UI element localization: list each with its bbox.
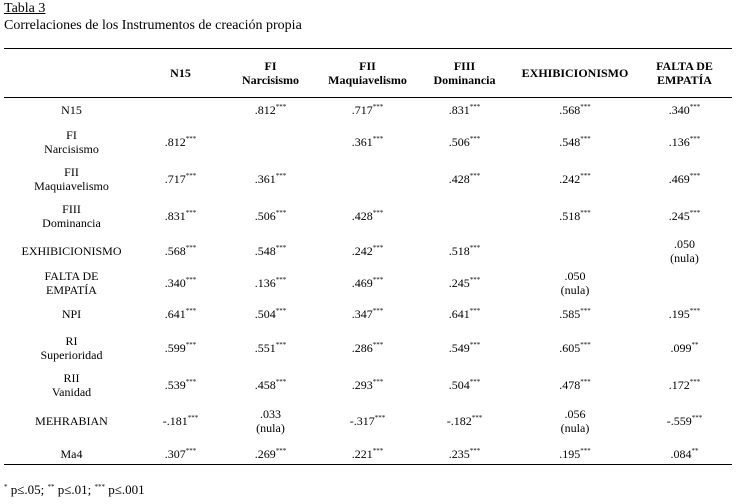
correlation-cell <box>513 267 637 299</box>
correlation-cell <box>637 403 732 439</box>
row-label <box>4 197 139 234</box>
significance-marker: *** <box>275 446 287 455</box>
correlation-value: .361 <box>254 171 276 186</box>
correlation-value: .506 <box>254 208 276 223</box>
correlation-cell <box>222 367 319 403</box>
significance-marker: *** <box>469 103 481 111</box>
significance-marker: *** <box>580 134 591 143</box>
correlation-value: .605 <box>559 341 581 355</box>
correlation-cell <box>513 160 637 197</box>
correlation-value: .428 <box>351 208 373 223</box>
correlation-value: .136 <box>254 276 276 290</box>
correlation-cell <box>416 439 513 468</box>
correlation-cell <box>139 123 222 160</box>
significance-marker: *** <box>372 446 384 455</box>
correlation-value: .195 <box>559 446 581 461</box>
correlation-cell <box>139 439 222 468</box>
null-note: (nula) <box>670 250 699 265</box>
row-label <box>4 367 139 403</box>
correlation-value: .518 <box>448 243 470 258</box>
correlation-cell <box>222 267 319 299</box>
correlation-cell <box>222 197 319 234</box>
significance-marker: *** <box>275 171 287 180</box>
table-row <box>4 97 732 123</box>
correlation-value: .033 <box>260 407 281 421</box>
significance-marker: *** <box>580 446 591 455</box>
correlation-value: .050 <box>674 236 695 251</box>
correlation-value: -.181 <box>162 414 188 428</box>
significance-marker: *** <box>185 276 197 284</box>
significance-marker: *** <box>580 307 591 315</box>
row-label <box>4 439 139 468</box>
column-header-line1: EXHIBICIONISMO <box>521 66 629 80</box>
row-label-line1: NPI <box>61 307 82 321</box>
header-row <box>4 49 732 97</box>
correlation-cell <box>319 234 416 267</box>
significance-marker: *** <box>469 134 481 143</box>
table-row <box>4 329 732 367</box>
correlation-cell <box>139 299 222 329</box>
corner-cell <box>4 49 139 97</box>
correlation-value: .478 <box>559 378 581 392</box>
correlation-cell <box>139 160 222 197</box>
correlation-cell <box>416 299 513 329</box>
correlation-value: -.182 <box>446 414 472 428</box>
row-label <box>4 160 139 197</box>
correlation-cell <box>416 197 513 234</box>
correlation-table <box>4 49 732 468</box>
significance-marker: *** <box>185 378 197 386</box>
correlation-value: -.317 <box>349 414 375 428</box>
significance-marker: *** <box>275 341 287 349</box>
correlation-cell <box>513 234 637 267</box>
correlation-cell <box>416 329 513 367</box>
column-header-line2: Dominancia <box>433 73 496 87</box>
significance-marker: *** <box>469 307 481 315</box>
correlation-value: .548 <box>559 134 581 149</box>
correlation-cell <box>139 267 222 299</box>
column-header <box>139 49 222 97</box>
correlation-value: .286 <box>351 341 373 355</box>
correlation-cell <box>637 329 732 367</box>
row-label <box>4 97 139 123</box>
significance-marker: *** <box>471 414 483 422</box>
correlation-cell <box>416 234 513 267</box>
column-header <box>513 49 637 97</box>
significance-marker: *** <box>185 341 197 349</box>
correlation-cell <box>513 439 637 468</box>
correlation-value: .504 <box>254 307 276 321</box>
correlation-value: .568 <box>164 243 186 258</box>
correlation-cell <box>222 403 319 439</box>
correlation-value: .050 <box>564 269 586 283</box>
significance-marker: *** <box>691 414 703 422</box>
correlation-cell <box>319 267 416 299</box>
significance-marker: *** <box>275 378 287 386</box>
significance-marker: *** <box>185 243 197 252</box>
correlation-value: .340 <box>668 103 690 117</box>
correlation-cell <box>139 403 222 439</box>
correlation-cell <box>637 267 732 299</box>
significance-marker: *** <box>372 378 384 386</box>
correlation-cell <box>637 439 732 468</box>
significance-marker: *** <box>689 134 701 143</box>
significance-marker: *** <box>580 341 591 349</box>
row-label-line1: FI <box>66 127 77 142</box>
table-row <box>4 439 732 468</box>
row-label <box>4 299 139 329</box>
correlation-value: .195 <box>668 307 690 321</box>
correlation-value: -.559 <box>666 414 692 428</box>
footnote-symbol: * <box>4 483 8 491</box>
correlation-cell <box>637 299 732 329</box>
correlation-value: .585 <box>559 307 581 321</box>
correlation-cell <box>139 97 222 123</box>
null-note: (nula) <box>560 283 590 297</box>
correlation-value: .518 <box>559 208 581 223</box>
correlation-value: .340 <box>164 276 186 290</box>
significance-marker: *** <box>372 341 384 349</box>
row-label-line1: RI <box>65 334 78 348</box>
correlation-cell <box>319 367 416 403</box>
correlation-value: .347 <box>351 307 373 321</box>
correlation-value: .221 <box>351 446 373 461</box>
correlation-value: .361 <box>351 134 373 149</box>
column-header-line1: FI <box>264 59 277 73</box>
correlation-value: .599 <box>164 341 186 355</box>
correlation-value: .548 <box>254 243 276 258</box>
significance-marker: *** <box>185 171 197 180</box>
table-caption <box>4 0 302 34</box>
correlation-cell <box>416 123 513 160</box>
correlation-cell <box>513 123 637 160</box>
significance-marker: *** <box>275 307 287 315</box>
row-label-line1: FII <box>64 164 79 179</box>
table-row <box>4 234 732 267</box>
correlation-cell <box>637 123 732 160</box>
significance-marker: *** <box>185 446 197 455</box>
correlation-cell <box>416 97 513 123</box>
correlation-cell <box>222 123 319 160</box>
significance-marker: *** <box>372 243 384 252</box>
significance-marker: *** <box>469 276 481 284</box>
significance-marker: *** <box>372 276 384 284</box>
table-row <box>4 197 732 234</box>
correlation-cell <box>319 403 416 439</box>
row-label <box>4 123 139 160</box>
null-note: (nula) <box>560 421 590 435</box>
column-header-line1: N15 <box>170 66 191 80</box>
significance-marker: *** <box>372 208 384 217</box>
correlation-cell <box>222 97 319 123</box>
significance-marker: *** <box>469 171 481 180</box>
correlation-value: .717 <box>351 103 373 117</box>
correlation-cell <box>637 197 732 234</box>
column-header-line2: Narcisismo <box>241 73 300 87</box>
correlation-value: .293 <box>351 378 373 392</box>
correlation-cell <box>222 160 319 197</box>
correlation-value: .469 <box>668 171 690 186</box>
significance-marker: *** <box>689 307 701 315</box>
significance-marker: *** <box>275 243 287 252</box>
significance-marker: *** <box>580 103 591 111</box>
correlation-value: .172 <box>668 378 690 392</box>
correlation-value: .099 <box>670 341 692 355</box>
correlation-value: .242 <box>559 171 581 186</box>
correlation-value: .831 <box>164 208 186 223</box>
correlation-cell <box>416 160 513 197</box>
row-label <box>4 329 139 367</box>
correlation-value: .469 <box>351 276 373 290</box>
null-note: (nula) <box>256 421 285 435</box>
significance-marker: *** <box>689 378 701 386</box>
significance-marker: *** <box>185 307 197 315</box>
correlation-cell <box>637 367 732 403</box>
correlation-value: .136 <box>668 134 690 149</box>
table-row <box>4 367 732 403</box>
row-label-line1: FALTA DE <box>44 269 99 283</box>
correlation-value: .549 <box>448 341 470 355</box>
correlation-cell <box>319 197 416 234</box>
correlation-cell <box>416 367 513 403</box>
column-header <box>222 49 319 97</box>
correlation-value: .307 <box>164 446 186 461</box>
row-label-line1: EXHIBICIONISMO <box>21 243 122 258</box>
correlation-cell <box>637 160 732 197</box>
correlation-cell <box>416 267 513 299</box>
significance-marker: *** <box>372 307 384 315</box>
correlation-value: .831 <box>448 103 470 117</box>
row-label-line2: Narcisismo <box>44 141 99 156</box>
correlation-cell <box>637 97 732 123</box>
correlation-cell <box>139 197 222 234</box>
significance-marker: *** <box>580 171 591 180</box>
correlation-cell <box>513 403 637 439</box>
correlation-value: .242 <box>351 243 373 258</box>
correlation-cell <box>319 439 416 468</box>
correlation-value: .428 <box>448 171 470 186</box>
row-label-line1: RII <box>63 371 80 385</box>
significance-marker: *** <box>469 341 481 349</box>
table-row <box>4 267 732 299</box>
significance-marker: *** <box>372 103 384 111</box>
significance-marker: *** <box>689 171 701 180</box>
correlation-value: .812 <box>254 103 276 117</box>
correlation-cell <box>513 197 637 234</box>
row-label-line1: MEHRABIAN <box>35 414 108 428</box>
correlation-cell <box>319 160 416 197</box>
correlation-value: .717 <box>164 171 186 186</box>
column-header-line2: EMPATÍA <box>657 73 712 87</box>
significance-marker: *** <box>469 243 481 252</box>
correlation-cell <box>319 97 416 123</box>
column-header-line1: FIII <box>453 59 476 73</box>
significance-marker: *** <box>374 414 386 422</box>
significance-marker: *** <box>689 103 701 111</box>
table-row <box>4 123 732 160</box>
significance-marker: *** <box>187 414 199 422</box>
significance-marker: *** <box>580 378 591 386</box>
correlation-value: .269 <box>254 446 276 461</box>
column-header-line2: Maquiavelismo <box>328 73 407 87</box>
significance-marker: ** <box>691 341 699 349</box>
footnote-symbol: ** <box>47 483 55 491</box>
column-header-line1: FALTA DE <box>656 59 713 73</box>
correlation-value: .504 <box>448 378 470 392</box>
table-body <box>4 97 732 468</box>
row-label <box>4 403 139 439</box>
significance-marker: *** <box>185 134 197 143</box>
significance-marker: *** <box>580 208 591 217</box>
correlation-value: .235 <box>448 446 470 461</box>
column-header <box>319 49 416 97</box>
significance-marker: *** <box>275 276 287 284</box>
correlation-value: .812 <box>164 134 186 149</box>
table-row <box>4 403 732 439</box>
correlation-cell <box>139 367 222 403</box>
significance-footnote <box>4 482 145 498</box>
correlation-value: .641 <box>448 307 470 321</box>
correlation-value: .458 <box>254 378 276 392</box>
footnote-text: p≤.001 <box>105 482 145 497</box>
row-label-line2: Maquiavelismo <box>34 178 109 193</box>
table-title: Correlaciones de los Instrumentos de creación propia <box>4 18 302 33</box>
correlation-value: .245 <box>448 276 470 290</box>
correlation-cell <box>513 367 637 403</box>
correlation-cell <box>222 299 319 329</box>
correlation-value: .551 <box>254 341 276 355</box>
row-label-line2: Vanidad <box>51 385 92 399</box>
significance-marker: *** <box>275 208 287 217</box>
table-row <box>4 160 732 197</box>
significance-marker: *** <box>469 446 481 455</box>
significance-marker: *** <box>275 103 287 111</box>
significance-marker: *** <box>372 134 384 143</box>
correlation-value: .641 <box>164 307 186 321</box>
row-label <box>4 267 139 299</box>
correlation-value: .056 <box>564 407 586 421</box>
correlation-value: .506 <box>448 134 470 149</box>
column-header-line1: FII <box>359 59 376 73</box>
correlation-value: .245 <box>668 208 690 223</box>
row-label-line1: FIII <box>62 201 81 216</box>
correlation-cell <box>416 403 513 439</box>
correlation-cell <box>222 439 319 468</box>
correlation-value: .568 <box>559 103 581 117</box>
correlation-cell <box>319 299 416 329</box>
correlation-cell <box>222 329 319 367</box>
column-header <box>416 49 513 97</box>
significance-marker: ** <box>691 446 699 455</box>
row-label-line2: Dominancia <box>42 215 101 230</box>
table-number: Tabla 3 <box>4 1 46 16</box>
significance-marker: *** <box>185 208 197 217</box>
column-header <box>637 49 732 97</box>
correlation-cell <box>319 123 416 160</box>
row-label-line2: EMPATÍA <box>46 283 97 297</box>
row-label-line2: Superioridad <box>40 348 103 362</box>
correlation-cell <box>513 299 637 329</box>
correlation-cell <box>319 329 416 367</box>
correlation-cell <box>222 234 319 267</box>
footnote-text: p≤.01; <box>54 482 95 497</box>
row-label-line1: Ma4 <box>60 446 83 461</box>
footnote-text: p≤.05; <box>7 482 48 497</box>
correlation-cell <box>637 234 732 267</box>
table-row <box>4 299 732 329</box>
row-label-line1: N15 <box>61 103 82 117</box>
correlation-cell <box>513 97 637 123</box>
row-label <box>4 234 139 267</box>
significance-marker: *** <box>469 378 481 386</box>
correlation-cell <box>513 329 637 367</box>
significance-marker: *** <box>689 208 701 217</box>
correlation-value: .539 <box>164 378 186 392</box>
correlation-value: .084 <box>670 446 692 461</box>
footnote-symbol: *** <box>94 483 105 491</box>
correlation-cell <box>139 234 222 267</box>
correlation-cell <box>139 329 222 367</box>
